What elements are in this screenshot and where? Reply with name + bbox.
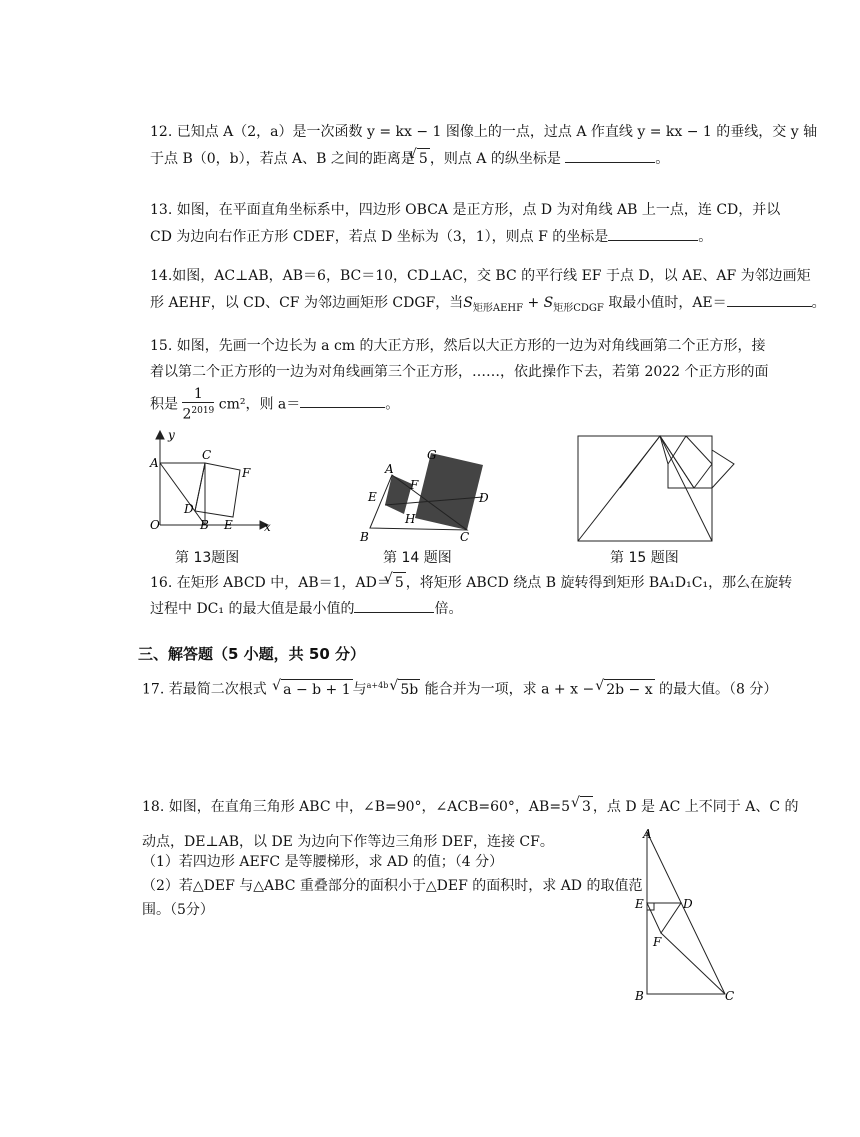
fig13-label-a: A — [150, 456, 159, 470]
fig18-triangle-def — [647, 903, 681, 933]
figure-15 — [570, 430, 740, 545]
q16-end: 倍。 — [434, 601, 463, 617]
q15-fraction — [182, 386, 214, 423]
fig13-label-c: C — [202, 448, 212, 462]
q14-s2: S — [543, 295, 554, 311]
q14-s1-sub: 矩形AEHF — [472, 303, 524, 314]
q12-sqrt: √ 5 — [417, 148, 430, 169]
q15-answer-blank[interactable] — [300, 393, 385, 408]
q18-sqrt: √ 3 — [580, 796, 593, 817]
q15-den-exp: 2019 — [191, 406, 215, 416]
fig18-label-a: A — [643, 827, 652, 841]
fig14-label-g: G — [427, 448, 437, 462]
q13-end: 。 — [698, 229, 713, 245]
fig15-caption: 第 15 题图 — [610, 550, 679, 566]
fig13-label-o: O — [150, 518, 160, 532]
q14-text-b: 取最小值时，AE＝ — [603, 295, 727, 311]
fig18-label-b: B — [635, 989, 644, 1003]
q13-text: CD 为边向右作正方形 CDEF，若点 D 坐标为（3，1），则点 F 的坐标是 — [150, 229, 609, 245]
fig15-triangle-3 — [620, 436, 694, 488]
q16-text-c: 过程中 DC₁ 的最大值是最小值的 — [150, 601, 355, 617]
fig14-label-d: D — [479, 491, 489, 505]
q15-unit: cm²，则 a＝ — [218, 396, 301, 413]
q17-root-3: √ 2b − x — [604, 679, 654, 700]
q14-line1: 14.如图，AC⊥AB，AB＝6，BC＝10，CD⊥AC，交 BC 的平行线 EF 于点 D，以 AE、AF 为邻边画矩 — [150, 268, 811, 284]
q12-end: 。 — [655, 151, 670, 167]
q16-answer-blank[interactable] — [354, 598, 434, 613]
fig15-square-4 — [668, 436, 712, 488]
fig18-right-angle-mark — [647, 903, 654, 910]
fig13-label-f: F — [242, 466, 251, 480]
fig13-label-d: D — [184, 502, 194, 516]
fig14-label-b: B — [360, 530, 369, 544]
fig18-label-e: E — [635, 897, 644, 911]
q14-line2 — [150, 292, 826, 319]
q16-text-a: 16. 在矩形 ABCD 中，AB＝1，AD＝ — [150, 575, 391, 591]
q12-answer-blank[interactable] — [565, 148, 655, 163]
q15-text-a: 积是 — [150, 396, 178, 413]
q13-answer-blank[interactable] — [608, 226, 698, 241]
fig13-label-b: B — [200, 518, 209, 532]
q14-end: 。 — [811, 295, 826, 311]
q17-line — [142, 676, 777, 700]
fig13-square-cdef — [195, 463, 240, 517]
q15-line2: 着以第二个正方形的一边为对角线画第三个正方形，……，依此操作下去，若第 2022 个正方形的面 — [150, 364, 769, 380]
figure-13 — [140, 425, 280, 540]
q14-answer-blank[interactable] — [727, 292, 812, 307]
fig15-line-b — [686, 436, 712, 464]
fig18-label-d: D — [683, 897, 693, 911]
q13-line2 — [150, 226, 712, 247]
fig14-label-f: F — [410, 478, 419, 492]
fig18-label-c: C — [725, 989, 735, 1003]
q18-line1 — [142, 796, 798, 817]
q13-line1: 13. 如图，在平面直角坐标系中，四边形 OBCA 是正方形，点 D 为对角线 AB 上一点，连 CD，并以 — [150, 202, 781, 218]
q17-text-a: 17. 若最简二次根式 — [142, 681, 267, 698]
fig13-label-e: E — [224, 518, 233, 532]
q18-text-b: ，点 D 是 AC 上不同于 A、C 的 — [592, 799, 799, 815]
q17-root-1: √ a − b + 1 — [281, 679, 352, 700]
q17-text-d: 的最大值。（8 分） — [659, 681, 778, 698]
q14-s1: S — [463, 295, 473, 311]
q12-line1: 12. 已知点 A（2，a）是一次函数 y = kx − 1 图像上的一点，过点 A 作直线 y = kx − 1 的垂线，交 y 轴 — [150, 124, 818, 140]
q15-line3 — [150, 386, 399, 423]
fig18-segment-cf — [661, 933, 725, 994]
fig18-triangle-abc — [647, 832, 725, 994]
fig14-label-c: C — [460, 530, 470, 544]
q14-text-a: 形 AEHF，以 CD、CF 为邻边画矩形 CDGF，当 — [150, 295, 464, 311]
q12-text-a: 于点 B（0，b），若点 A、B 之间的距离是 — [150, 151, 415, 167]
q17-text-b: 与 — [352, 681, 367, 698]
q12-line2 — [150, 148, 669, 169]
q15-end: 。 — [385, 396, 400, 413]
fig18-label-f: F — [653, 935, 662, 949]
q16-line2 — [150, 598, 462, 619]
q15-den-base: 2 — [182, 406, 192, 423]
fig13-y-arrow — [156, 431, 164, 439]
fig13-label-x: x — [264, 520, 271, 534]
fig14-caption: 第 14 题图 — [383, 550, 452, 566]
q17-root-index: a+4b — [366, 681, 389, 690]
q15-frac-den — [182, 403, 214, 423]
section-3-heading: 三、解答题（5 小题，共 50 分） — [138, 645, 365, 663]
q18-part1: （1）若四边形 AEFC 是等腰梯形，求 AD 的值；（4 分） — [142, 854, 504, 870]
figure-18 — [625, 826, 745, 1006]
fig14-label-a: A — [385, 462, 394, 476]
fig15-square-5 — [712, 450, 734, 488]
q16-sqrt: √ 5 — [393, 572, 406, 593]
q15-frac-num: 1 — [182, 386, 214, 403]
fig14-rect-cdgf — [415, 453, 483, 530]
q15-line1: 15. 如图，先画一个边长为 a cm 的大正方形，然后以大正方形的一边为对角线画第二个正方形，接 — [150, 338, 766, 354]
fig13-caption: 第 13题图 — [175, 550, 240, 566]
q16-line1 — [150, 572, 792, 593]
q18-part2b: 围。（5分） — [142, 902, 214, 918]
q18-line2: 动点，DE⊥AB，以 DE 为边向下作等边三角形 DEF，连接 CF。 — [142, 834, 554, 850]
q18-text-a: 18. 如图，在直角三角形 ABC 中，∠B=90°，∠ACB=60°，AB=5 — [142, 799, 570, 815]
q17-root-2: √ 5b — [398, 679, 420, 700]
fig13-label-y: y — [168, 428, 175, 442]
q14-plus: + — [523, 295, 544, 311]
fig14-label-e: E — [368, 490, 377, 504]
q14-s2-sub: 矩形CDGF — [553, 303, 604, 314]
q16-text-b: ，将矩形 ABCD 绕点 B 旋转得到矩形 BA₁D₁C₁，那么在旋转 — [405, 575, 793, 591]
fig15-square-3 — [660, 436, 694, 488]
q17-text-c: 能合并为一项，求 a + x − — [424, 681, 595, 698]
figure-14 — [355, 445, 505, 545]
fig14-label-h: H — [405, 512, 416, 526]
q12-text-b: ，则点 A 的纵坐标是 — [429, 151, 561, 167]
q18-part2: （2）若△DEF 与△ABC 重叠部分的面积小于△DEF 的面积时，求 AD 的取值范 — [142, 878, 643, 894]
